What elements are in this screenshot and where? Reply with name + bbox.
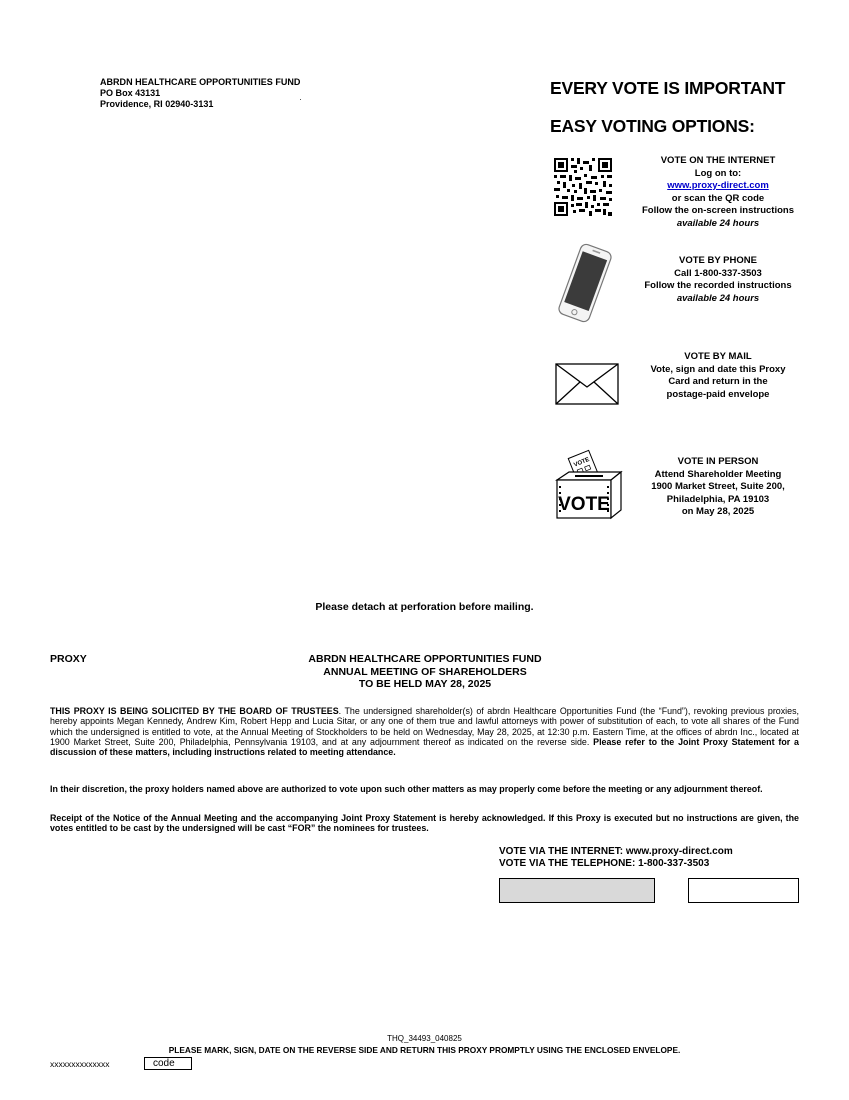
- proxy-paragraph-2: In their discretion, the proxy holders named above are authorized to vote upon such other matters as may properly come before the meeting or any adjournment thereof.: [50, 784, 763, 794]
- person-line3: Philadelphia, PA 19103: [666, 493, 770, 505]
- qr-code-icon: [553, 157, 613, 222]
- phone-icon: [552, 242, 618, 329]
- phone-line1: Call 1-800-337-3503: [674, 267, 762, 279]
- detach-notice: Please detach at perforation before mailing.: [315, 601, 534, 613]
- internet-line3: Follow the on-screen instructions: [641, 205, 794, 216]
- person-line2: 1900 Market Street, Suite 200,: [651, 481, 785, 492]
- proxy-paragraph-3: Receipt of the Notice of the Annual Meeting and the accompanying Joint Proxy Statement is hereby acknowledged. If this Proxy is executed but no instructions are given, the votes entitled to be cast by the undersigned will be cast “FOR” the nominees for trustees.: [50, 813, 799, 834]
- fund-header-line1: ABRDN HEALTHCARE OPPORTUNITIES FUND: [308, 653, 542, 665]
- mail-line2: Card and return in the: [668, 376, 768, 387]
- internet-availability: available 24 hours: [676, 217, 760, 229]
- internet-line1: Log on to:: [694, 167, 742, 179]
- person-option: [640, 456, 796, 519]
- phone-line2: Follow the recorded instructions: [644, 280, 792, 291]
- sender-name: ABRDN HEALTHCARE OPPORTUNITIES FUND: [100, 77, 301, 88]
- ballot-box-icon: [555, 448, 625, 527]
- sender-city: Providence, RI 02940-3131: [100, 99, 214, 110]
- code-box: code: [144, 1057, 192, 1070]
- internet-line2: or scan the QR code: [671, 192, 765, 204]
- phone-availability: available 24 hours: [676, 292, 760, 304]
- mail-option: [640, 351, 796, 401]
- internet-title: VOTE ON THE INTERNET: [660, 155, 776, 166]
- person-line1: Attend Shareholder Meeting: [654, 468, 782, 480]
- proxy-direct-link[interactable]: www.proxy-direct.com: [667, 180, 769, 191]
- mail-title: VOTE BY MAIL: [684, 351, 752, 362]
- security-code-box: [688, 878, 799, 903]
- mail-line1: Vote, sign and date this Proxy: [650, 363, 786, 375]
- internet-option: [630, 155, 806, 230]
- subheadline: EASY VOTING OPTIONS:: [550, 116, 755, 136]
- phone-option: [634, 255, 802, 305]
- proxy-paragraph-1-text: . The undersigned shareholder(s) of abrdn Healthcare Opportunities Fund (the “Fund”), revoking previous proxies, hereby appoints Megan Kennedy, Andrew Kim, Robert Hepp and Lucia Sitar, or any one of them true and lawful attorneys with power of substitution of each, to vote all shares of the Fund which the undersigned is entitled to vote, at the Annual Meeting of Stockholders to be held on Wednesday, May 28, 2025, at 12:30 p.m. Eastern Time, at the offices of abrdn Inc., located at 1900 Market Street, Suite 200, Philadelphia, Pennsylvania 19103, and at any adjournment thereof as indicated on the reverse side.: [50, 706, 799, 747]
- headline: EVERY VOTE IS IMPORTANT: [550, 78, 786, 98]
- phone-title: VOTE BY PHONE: [679, 255, 757, 266]
- proxy-paragraph-1: [50, 706, 799, 757]
- proxy-paragraph-1-lead: THIS PROXY IS BEING SOLICITED BY THE BOARD OF TRUSTEES: [50, 706, 339, 716]
- sender-address: [100, 77, 300, 110]
- fund-header-line3: TO BE HELD MAY 28, 2025: [358, 678, 492, 690]
- person-title: VOTE IN PERSON: [677, 456, 759, 467]
- ballot-paper-text: VOTE: [573, 456, 591, 469]
- vote-via-telephone: VOTE VIA THE TELEPHONE: 1-800-337-3503: [499, 857, 710, 869]
- stray-mark: [300, 99, 301, 100]
- person-line4: on May 28, 2025: [681, 506, 755, 517]
- sender-po-box: PO Box 43131: [100, 88, 161, 99]
- proxy-label: PROXY: [50, 653, 87, 665]
- mail-line3: postage-paid envelope: [666, 388, 770, 400]
- account-number: xxxxxxxxxxxxxx: [50, 1059, 110, 1069]
- envelope-icon: [555, 363, 619, 410]
- job-code: THQ_34493_040825: [387, 1034, 462, 1043]
- vote-via-internet: VOTE VIA THE INTERNET: www.proxy-direct.com: [499, 846, 733, 857]
- control-number-box: [499, 878, 655, 903]
- vote-via: [499, 846, 733, 869]
- proxy-paragraph-1-tail: Please refer to the Joint Proxy Statement for a discussion of these matters, including instructions related to meeting attendance.: [50, 736, 799, 758]
- footer-message: PLEASE MARK, SIGN, DATE ON THE REVERSE SIDE AND RETURN THIS PROXY PROMPTLY USING THE ENCLOSED ENVELOPE.: [168, 1045, 681, 1055]
- ballot-box-text: VOTE: [558, 494, 610, 515]
- fund-header: [240, 653, 610, 691]
- fund-header-line2: ANNUAL MEETING OF SHAREHOLDERS: [323, 665, 527, 678]
